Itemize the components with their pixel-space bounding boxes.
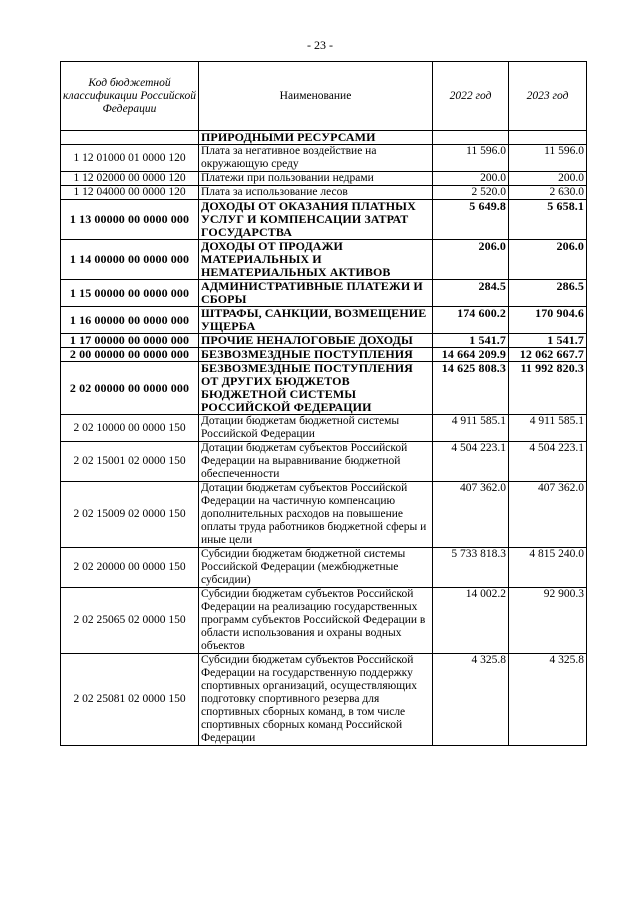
row-value-2022: [433, 131, 509, 145]
row-value-2022: 284.5: [433, 280, 509, 307]
row-value-2023: 4 504 223.1: [509, 442, 587, 482]
row-code: 1 17 00000 00 0000 000: [61, 334, 199, 348]
row-code: 2 02 15009 02 0000 150: [61, 482, 199, 548]
table-header-row: [61, 62, 587, 131]
row-value-2022: 2 520.0: [433, 186, 509, 200]
row-code: 2 02 20000 00 0000 150: [61, 548, 199, 588]
row-value-2023: 5 658.1: [509, 200, 587, 240]
row-value-2022: 1 541.7: [433, 334, 509, 348]
row-value-2023: 12 062 667.7: [509, 348, 587, 362]
table-row: [61, 415, 587, 442]
row-code: 2 00 00000 00 0000 000: [61, 348, 199, 362]
row-code: 1 12 02000 00 0000 120: [61, 172, 199, 186]
row-code: 1 14 00000 00 0000 000: [61, 240, 199, 280]
row-value-2022: 11 596.0: [433, 145, 509, 172]
row-value-2022: 200.0: [433, 172, 509, 186]
row-code: 2 02 10000 00 0000 150: [61, 415, 199, 442]
table-row: [61, 200, 587, 240]
row-value-2023: 206.0: [509, 240, 587, 280]
table-row: [61, 240, 587, 280]
row-value-2023: 407 362.0: [509, 482, 587, 548]
row-value-2022: 407 362.0: [433, 482, 509, 548]
table-row: [61, 654, 587, 746]
row-name: АДМИНИСТРАТИВНЫЕ ПЛАТЕЖИ И СБОРЫ: [199, 280, 433, 307]
row-name: БЕЗВОЗМЕЗДНЫЕ ПОСТУПЛЕНИЯ ОТ ДРУГИХ БЮДЖЕТОВ БЮДЖЕТНОЙ СИСТЕМЫ РОССИЙСКОЙ ФЕДЕРАЦИИ: [199, 362, 433, 415]
table-row: [61, 588, 587, 654]
table-row: [61, 482, 587, 548]
row-value-2022: 4 911 585.1: [433, 415, 509, 442]
row-name: Платежи при пользовании недрами: [199, 172, 433, 186]
row-name: Субсидии бюджетам субъектов Российской Федерации на государственную поддержку спортивных организаций, осуществляющих подготовку спортивного резерва для спортивных сборных команд, в том числе спортивных сборных команд Российской Федерации: [199, 654, 433, 746]
row-value-2023: 1 541.7: [509, 334, 587, 348]
row-value-2022: 5 649.8: [433, 200, 509, 240]
row-value-2023: 92 900.3: [509, 588, 587, 654]
row-value-2022: 5 733 818.3: [433, 548, 509, 588]
table-row: [61, 334, 587, 348]
table-row: [61, 145, 587, 172]
row-name: Субсидии бюджетам бюджетной системы Российской Федерации (межбюджетные субсидии): [199, 548, 433, 588]
row-value-2023: 11 596.0: [509, 145, 587, 172]
table-body: [61, 131, 587, 746]
row-name: Дотации бюджетам бюджетной системы Российской Федерации: [199, 415, 433, 442]
row-value-2022: 4 504 223.1: [433, 442, 509, 482]
header-2022: 2022 год: [433, 62, 509, 131]
row-name: ДОХОДЫ ОТ ОКАЗАНИЯ ПЛАТНЫХ УСЛУГ И КОМПЕНСАЦИИ ЗАТРАТ ГОСУДАРСТВА: [199, 200, 433, 240]
row-code: 2 02 25081 02 0000 150: [61, 654, 199, 746]
table-row: [61, 548, 587, 588]
row-name: ШТРАФЫ, САНКЦИИ, ВОЗМЕЩЕНИЕ УЩЕРБА: [199, 307, 433, 334]
row-value-2023: 200.0: [509, 172, 587, 186]
row-value-2022: 14 625 808.3: [433, 362, 509, 415]
header-code: Код бюджетной классификации Российской Федерации: [61, 62, 199, 131]
row-value-2023: 4 815 240.0: [509, 548, 587, 588]
row-code: 1 12 01000 01 0000 120: [61, 145, 199, 172]
row-name: Субсидии бюджетам субъектов Российской Федерации на реализацию государственных программ субъектов Российской Федерации в области использования и охраны водных объектов: [199, 588, 433, 654]
row-code: 1 12 04000 00 0000 120: [61, 186, 199, 200]
table-row: [61, 280, 587, 307]
row-code: 1 15 00000 00 0000 000: [61, 280, 199, 307]
row-value-2023: 2 630.0: [509, 186, 587, 200]
row-value-2022: 4 325.8: [433, 654, 509, 746]
row-value-2023: 11 992 820.3: [509, 362, 587, 415]
page-number: - 23 -: [307, 38, 333, 52]
row-code: 2 02 25065 02 0000 150: [61, 588, 199, 654]
table-row: [61, 362, 587, 415]
row-name: ПРОЧИЕ НЕНАЛОГОВЫЕ ДОХОДЫ: [199, 334, 433, 348]
table-row: [61, 348, 587, 362]
row-name: Плата за негативное воздействие на окружающую среду: [199, 145, 433, 172]
row-value-2023: 4 325.8: [509, 654, 587, 746]
row-code: [61, 131, 199, 145]
row-value-2022: 14 664 209.9: [433, 348, 509, 362]
table-row: [61, 172, 587, 186]
table-row: [61, 442, 587, 482]
table-row: [61, 131, 587, 145]
header-name: Наименование: [199, 62, 433, 131]
row-code: 2 02 00000 00 0000 000: [61, 362, 199, 415]
row-code: 1 16 00000 00 0000 000: [61, 307, 199, 334]
table-row: [61, 307, 587, 334]
row-name: ДОХОДЫ ОТ ПРОДАЖИ МАТЕРИАЛЬНЫХ И НЕМАТЕРИАЛЬНЫХ АКТИВОВ: [199, 240, 433, 280]
row-value-2023: 286.5: [509, 280, 587, 307]
header-2023: 2023 год: [509, 62, 587, 131]
row-name: ПРИРОДНЫМИ РЕСУРСАМИ: [199, 131, 433, 145]
row-name: Дотации бюджетам субъектов Российской Федерации на выравнивание бюджетной обеспеченности: [199, 442, 433, 482]
row-value-2022: 174 600.2: [433, 307, 509, 334]
table-row: [61, 186, 587, 200]
row-name: БЕЗВОЗМЕЗДНЫЕ ПОСТУПЛЕНИЯ: [199, 348, 433, 362]
row-code: 2 02 15001 02 0000 150: [61, 442, 199, 482]
row-name: Плата за использование лесов: [199, 186, 433, 200]
row-value-2022: 206.0: [433, 240, 509, 280]
row-value-2023: 170 904.6: [509, 307, 587, 334]
row-name: Дотации бюджетам субъектов Российской Федерации на частичную компенсацию дополнительных расходов на повышение оплаты труда работников бюджетной сферы и иные цели: [199, 482, 433, 548]
row-value-2023: [509, 131, 587, 145]
row-value-2023: 4 911 585.1: [509, 415, 587, 442]
row-code: 1 13 00000 00 0000 000: [61, 200, 199, 240]
row-value-2022: 14 002.2: [433, 588, 509, 654]
budget-table: [60, 61, 587, 746]
